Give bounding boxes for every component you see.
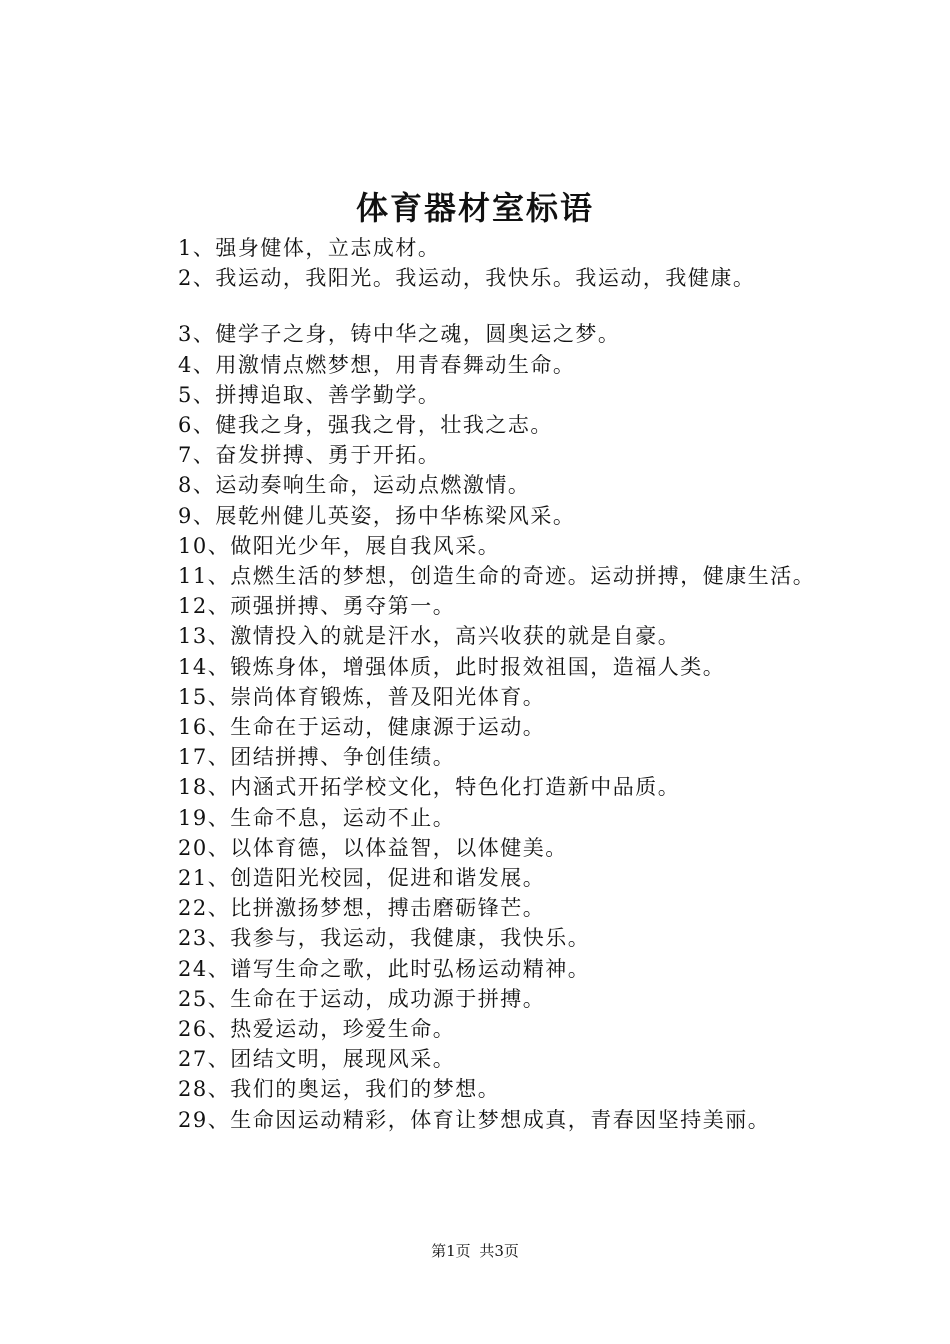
list-item: 13、激情投入的就是汗水，高兴收获的就是自豪。 (178, 624, 681, 649)
list-item: 22、比拼激扬梦想，搏击磨砺锋芒。 (178, 896, 546, 921)
list-item: 28、我们的奥运，我们的梦想。 (178, 1077, 501, 1102)
list-item: 4、用激情点燃梦想，用青春舞动生命。 (178, 352, 576, 377)
list-item: 10、做阳光少年，展自我风采。 (178, 533, 501, 558)
list-item: 2、我运动，我阳光。我运动，我快乐。我运动，我健康。 (178, 266, 756, 291)
page-number: 第1页 (431, 1242, 471, 1260)
list-item: 14、锻炼身体，增强体质，此时报效祖国，造福人类。 (178, 654, 726, 679)
list-item: 20、以体育德，以体益智，以体健美。 (178, 835, 568, 860)
list-item: 26、热爱运动，珍爱生命。 (178, 1017, 456, 1042)
slogan-list (130, 233, 850, 1135)
list-item: 16、生命在于运动，健康源于运动。 (178, 715, 546, 740)
list-item: 3、健学子之身，铸中华之魂，圆奥运之梦。 (178, 322, 621, 347)
list-item: 11、点燃生活的梦想，创造生命的奇迹。运动拼搏，健康生活。 (178, 564, 816, 589)
list-item: 6、健我之身，强我之骨，壮我之志。 (178, 413, 553, 438)
list-item: 9、展乾州健儿英姿，扬中华栋梁风采。 (178, 503, 576, 528)
list-item: 18、内涵式开拓学校文化，特色化打造新中品质。 (178, 775, 681, 800)
list-item: 12、顽强拼搏、勇夺第一。 (178, 594, 456, 619)
list-item: 5、拼搏追取、善学勤学。 (178, 382, 441, 407)
list-item: 29、生命因运动精彩，体育让梦想成真，青春因坚持美丽。 (178, 1107, 771, 1132)
list-item: 23、我参与，我运动，我健康，我快乐。 (178, 926, 591, 951)
list-item: 7、奋发拼搏、勇于开拓。 (178, 443, 441, 468)
list-item: 24、谱写生命之歌，此时弘杨运动精神。 (178, 956, 591, 981)
list-item: 1、强身健体，立志成材。 (178, 236, 441, 260)
list-item: 27、团结文明，展现风采。 (178, 1047, 456, 1072)
list-item: 8、运动奏响生命，运动点燃激情。 (178, 473, 531, 498)
list-item: 19、生命不息，运动不止。 (178, 805, 456, 830)
page-total: 共3页 (479, 1242, 519, 1260)
list-item: 15、崇尚体育锻炼，普及阳光体育。 (178, 684, 546, 709)
list-item: 17、团结拼搏、争创佳绩。 (178, 745, 456, 770)
list-item: 25、生命在于运动，成功源于拼搏。 (178, 986, 546, 1011)
document-title: 体育器材室标语 (355, 189, 594, 227)
page-footer (0, 1240, 950, 1262)
list-item: 21、创造阳光校园，促进和谐发展。 (178, 866, 546, 891)
